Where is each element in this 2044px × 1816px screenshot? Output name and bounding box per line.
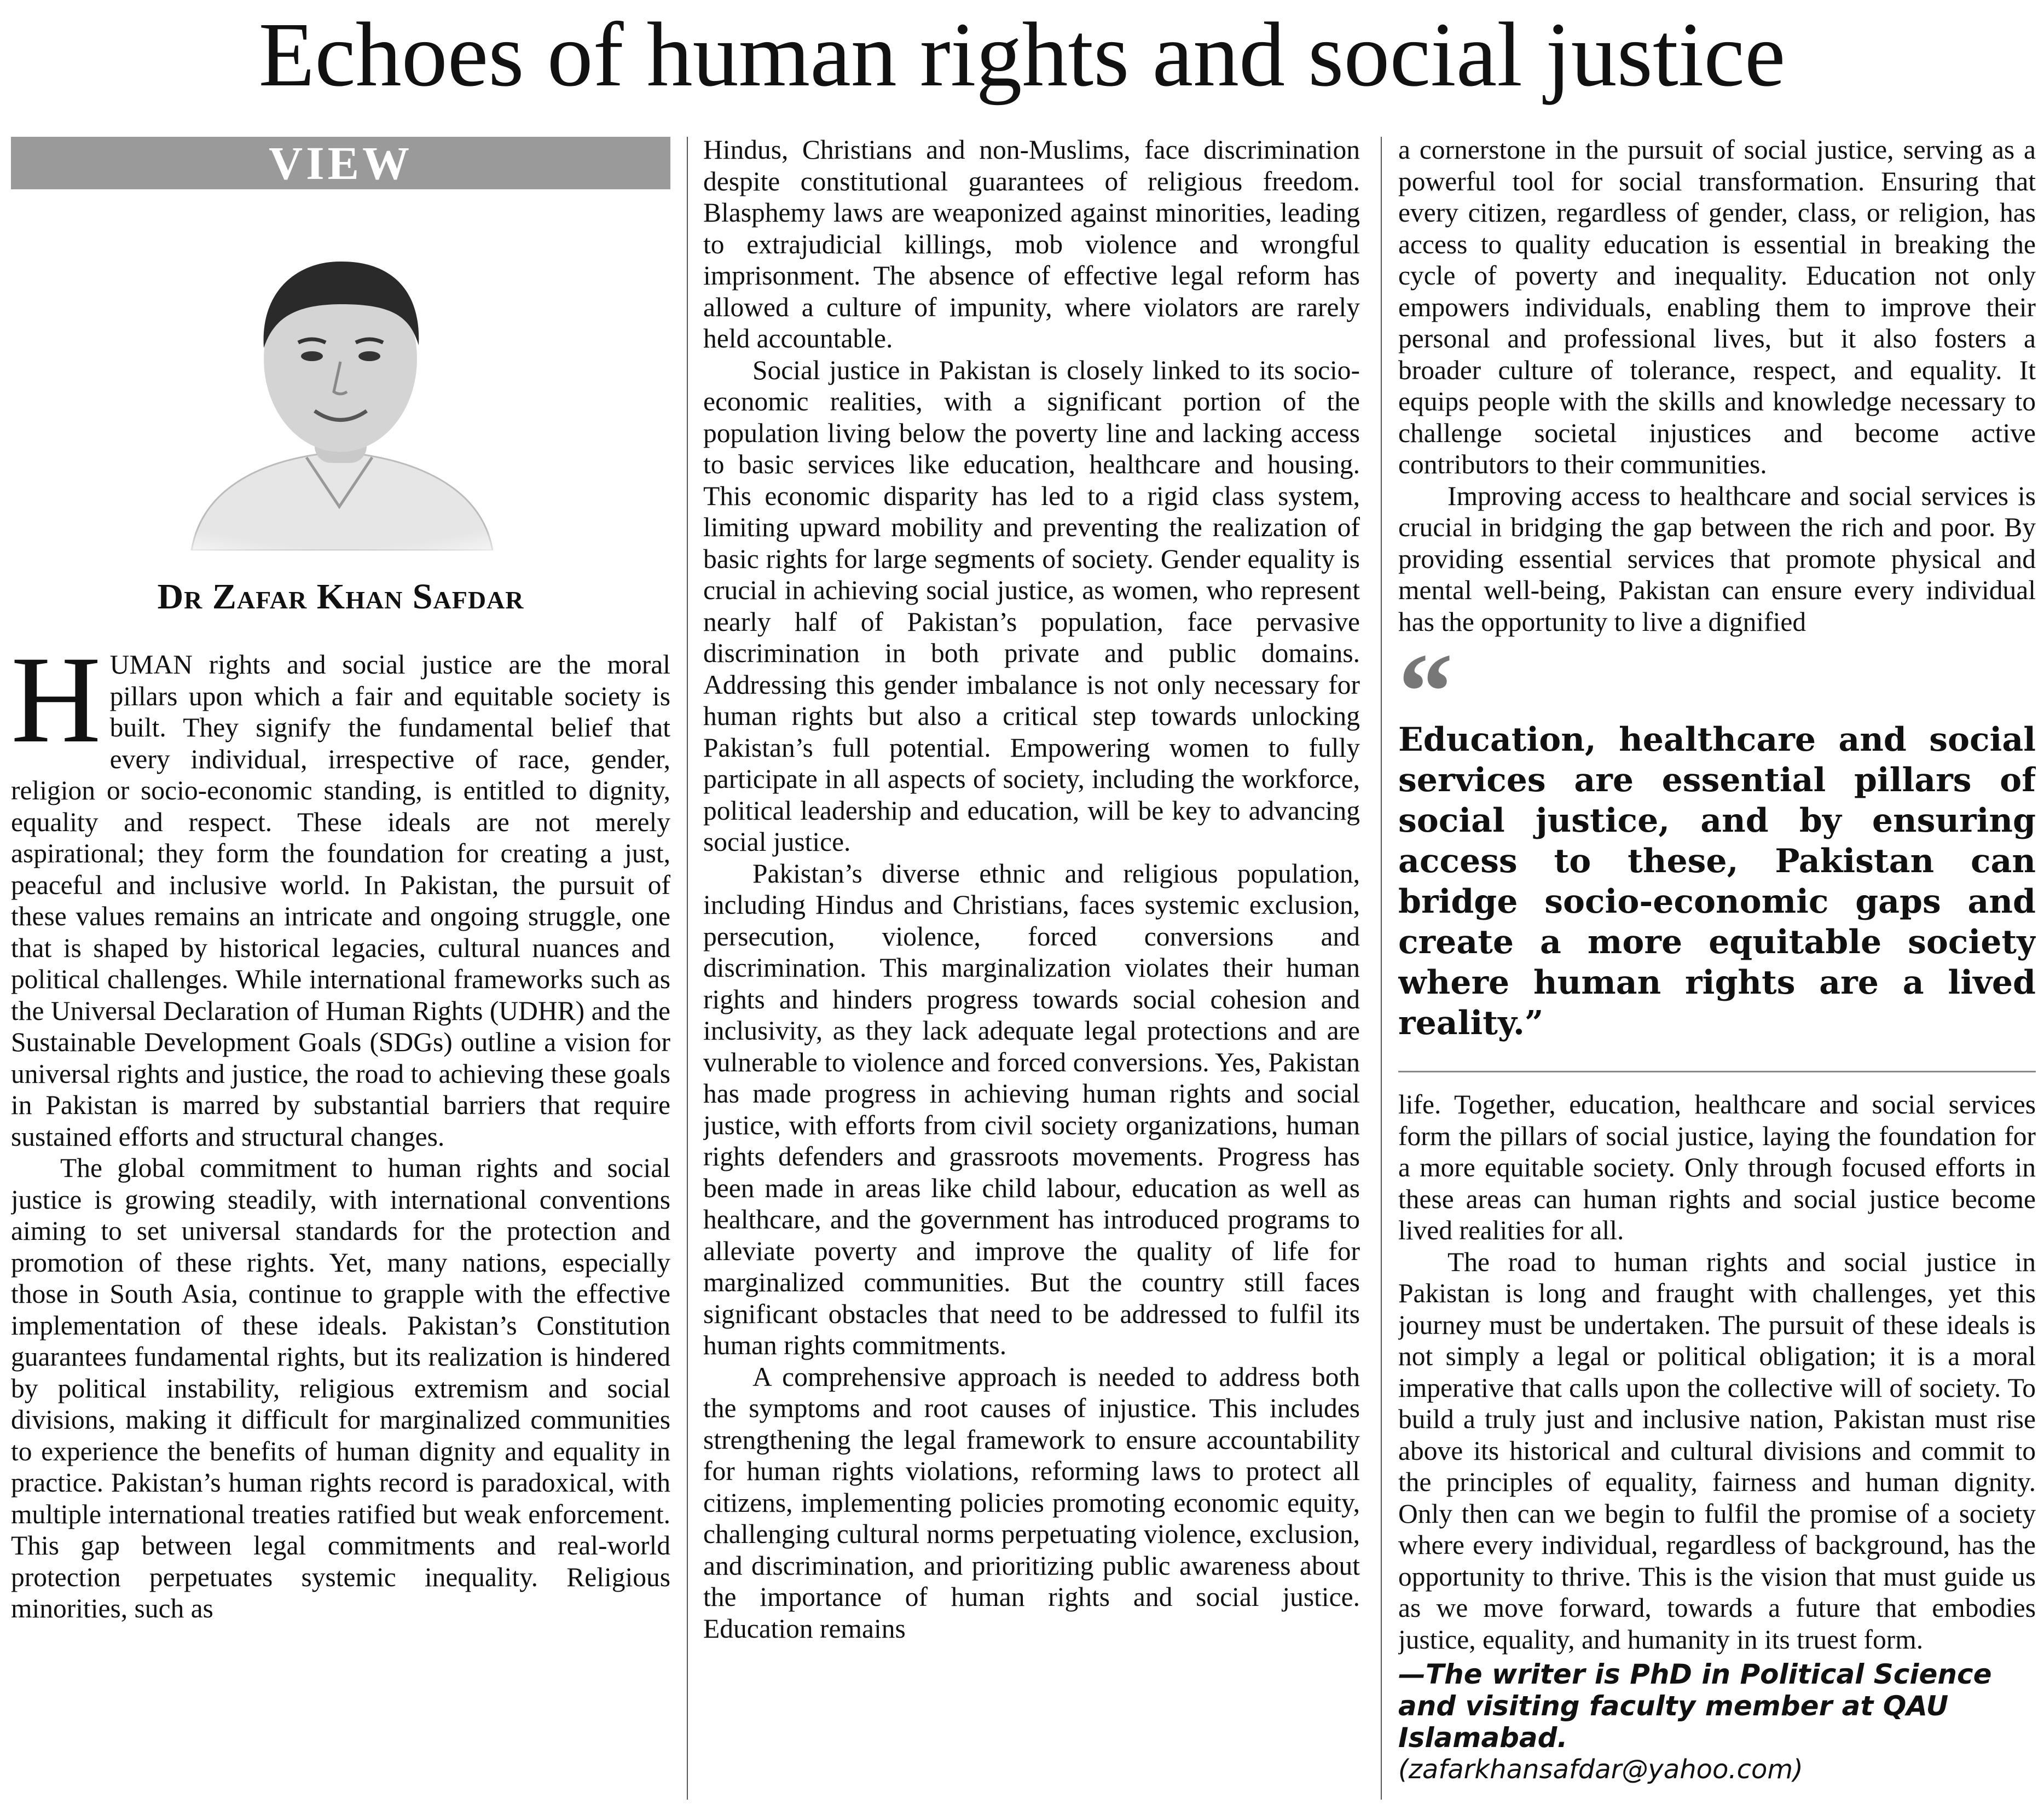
paragraph — [11, 631, 670, 1152]
paragraph: The road to human rights and social justice in Pakistan is long and fraught with challenges, yet this journey must be undertaken. The pursuit of these ideals is not simply a legal or political obligation; it is a moral imperative that calls upon the collective will of society. To build a truly just and inclusive nation, Pakistan must rise above its historical and cultural divisions and commit to the principles of equality, fairness and human dignity. Only then can we begin to fulfil the promise of a society where every individual, regardless of background, has the opportunity to thrive. This is the vision that must guide us as we move forward, towards a future that embodies justice, equality, and humanity in its truest form. — [1398, 1246, 2036, 1655]
column-2 — [703, 134, 1360, 1800]
author-portrait-icon — [11, 222, 670, 550]
pull-quote — [1398, 631, 2036, 1072]
author-name: Dr Zafar Khan Safdar — [157, 577, 524, 617]
column-divider — [687, 137, 688, 1800]
author-byline: —The writer is PhD in Political Science and visiting faculty member at QAU Islamabad. — [1398, 1658, 1992, 1754]
paragraph-text: UMAN rights and social justice are the moral pillars upon which a fair and equitable society is built. They signify the fundamental belief that every individual, irrespective of race, gender, religion or socio-economic standing, is entitled to dignity, equality and respect. These ideals are not merely aspirational; they form the foundation for creating a just, peaceful and inclusive world. In Pakistan, the pursuit of these values remains an intricate and ongoing struggle, one that is shaped by historical legacies, cultural nuances and political challenges. While international frameworks such as the Universal Declaration of Human Rights (UDHR) and the Sustainable Development Goals (SDGs) outline a vision for universal rights and justice, the road to achieving these goals in Pakistan is marred by substantial barriers that require sustained efforts and structural changes. — [11, 649, 670, 1152]
column-divider — [1381, 137, 1382, 1800]
paragraph: life. Together, education, healthcare and social services form the pillars of social justice, laying the foundation for a more equitable society. Only through focused efforts in these areas can human rights and social justice become lived realities for all. — [1398, 1089, 2036, 1245]
paragraph: The global commitment to human rights and social justice is growing steadily, with international conventions aiming to set universal standards for the protection and promotion of these rights. Yet, many nations, especially those in South Asia, continue to grapple with the effective implementation of these ideals. Pakistan’s Constitution guarantees fundamental rights, but its realization is hindered by political instability, religious extremism and social divisions, making it difficult for marginalized communities to experience the benefits of human dignity and equality in practice. Pakistan’s human rights record is paradoxical, with multiple international treaties ratified but weak enforcement. This gap between legal commitments and real-world protection perpetuates systemic inequality. Religious minorities, such as — [11, 1153, 670, 1623]
column-1 — [11, 137, 670, 1800]
paragraph: a cornerstone in the pursuit of social justice, serving as a powerful tool for social transformation. Ensuring that every citizen, regardless of gender, class, or religion, has access to quality education is essential in breaking the cycle of poverty and inequality. Education not only empowers individuals, enabling them to improve their personal and professional lives, but it also fosters a broader culture of tolerance, respect, and equality. It equips people with the skills and knowledge necessary to challenge societal injustices and become active contributors to their communities. — [1398, 135, 2036, 479]
pull-quote-text: Education, healthcare and social services are essential pillars of social justice, and by ensuring access to these, Pakistan can bridge socio-economic gaps and create a more equitable society where human rights are a lived reality.” — [1398, 721, 2036, 1042]
paragraph: Hindus, Christians and non-Muslims, face discrimination despite constitutional guarantees of religious freedom. Blasphemy laws are weaponized against minorities, leading to extrajudicial killings, mob violence and wrongful imprisonment. The absence of effective legal reform has allowed a culture of impunity, where violators are rarely held accountable. — [703, 135, 1360, 353]
section-label: VIEW — [11, 137, 670, 189]
author-email: (zafarkhansafdar@yahoo.com) — [1398, 1754, 1803, 1785]
drop-cap: H — [11, 631, 101, 769]
paragraph: Pakistan’s diverse ethnic and religious population, including Hindus and Christians, faces systemic exclusion, persecution, violence, forced conversions and discrimination. This marginalization violates their human rights and hinders progress towards social cohesion and inclusivity, as they lack adequate legal protections and are vulnerable to violence and forced conversions. Yes, Pakistan has made progress in achieving human rights and social justice, with efforts from civil society organizations, human rights defenders and grassroots movements. Progress has been made in areas like child labour, education as well as healthcare, and the government has introduced programs to alleviate poverty and improve the quality of life for marginalized communities. But the country still faces significant obstacles that need to be addressed to fulfil its human rights commitments. — [703, 858, 1360, 1360]
headline: Echoes of human rights and social justice — [258, 4, 1786, 106]
paragraph: Social justice in Pakistan is closely linked to its socio-economic realities, with a significant portion of the population living below the poverty line and lacking access to basic services like education, healthcare and housing. This economic disparity has led to a rigid class system, limiting upward mobility and preventing the realization of basic rights for large segments of society. Gender equality is crucial in achieving social justice, as women, who represent nearly half of Pakistan’s population, face pervasive discrimination in both private and public domains. Addressing this gender imbalance is not only necessary for human rights but also a critical step towards unlocking Pakistan’s full potential. Empowering women to fully participate in all aspects of society, including the workforce, political leadership and education, will be key to advancing social justice. — [703, 355, 1360, 857]
quote-mark-icon: “ — [1398, 631, 1453, 752]
author-photo — [11, 222, 670, 550]
paragraph: Improving access to healthcare and social services is crucial in bridging the gap between the rich and poor. By providing essential services that promote physical and mental well-being, Pakistan can ensure every individual has the opportunity to live a dignified — [1398, 480, 2036, 637]
paragraph: A comprehensive approach is needed to address both the symptoms and root causes of injustice. This includes strengthening the legal framework to ensure accountability for human rights violations, reforming laws to protect all citizens, implementing policies promoting economic equity, challenging cultural norms perpetuating violence, exclusion, and discrimination, and prioritizing public awareness about the importance of human rights and social justice. Education remains — [703, 1361, 1360, 1644]
column-3 — [1398, 134, 2036, 1800]
